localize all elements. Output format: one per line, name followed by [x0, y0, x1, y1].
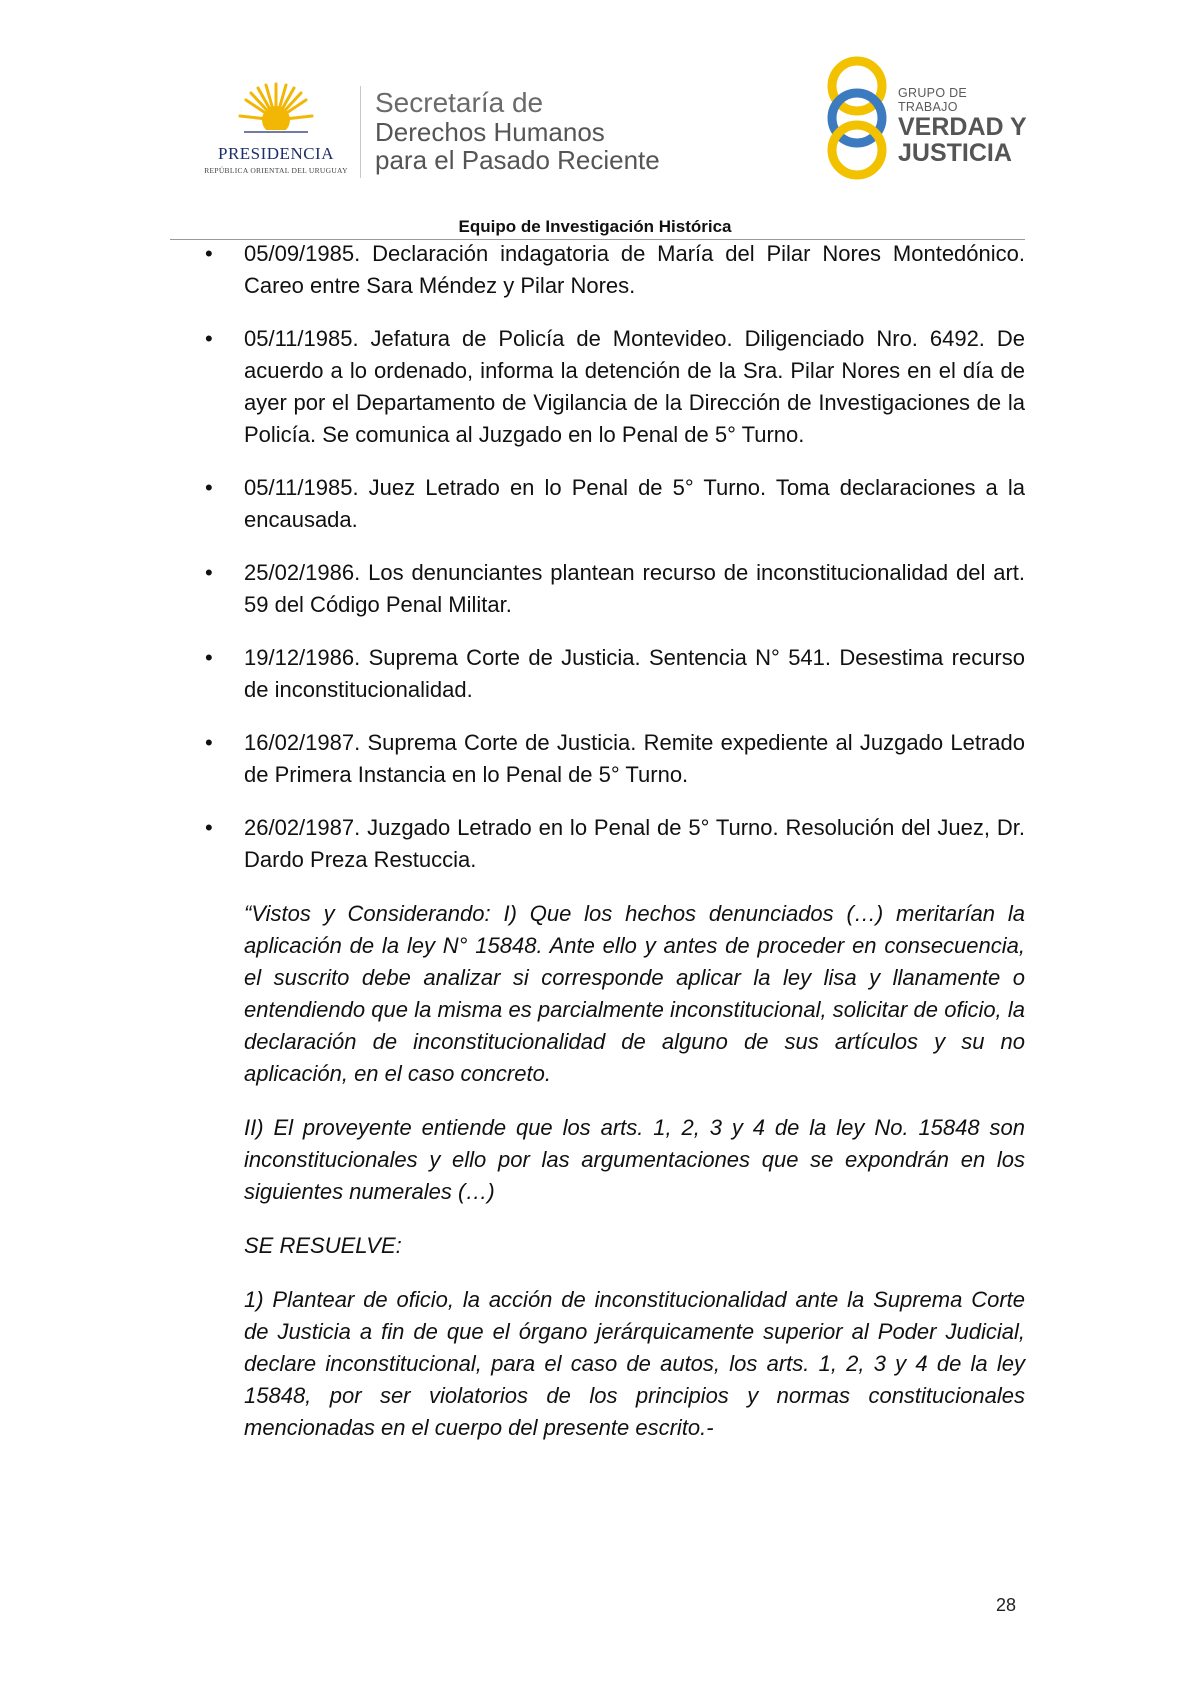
bullet: • — [205, 241, 213, 266]
bullet: • — [205, 730, 213, 755]
secretaria-line-2: Derechos Humanos — [375, 117, 605, 147]
list-item-text: 05/11/1985. Juez Letrado en lo Penal de 5° Turno. Toma declaraciones a la encausada. — [244, 475, 1025, 532]
bullet: • — [205, 645, 213, 670]
grupo-line-1: GRUPO DE TRABAJO — [898, 86, 968, 114]
presidencia-subtitle: REPÚBLICA ORIENTAL DEL URUGUAY — [204, 166, 348, 175]
list-item-text: 05/11/1985. Jefatura de Policía de Montevideo. Diligenciado Nro. 6492. De acuerdo a lo ordenado, informa la detención de la Sra. Pilar Nores en el día de ayer por el Departamento de Vigilancia de la Dirección de Investigaciones de la Policía. Se comunica al Juzgado en lo Penal de 5° Turno. — [244, 326, 1025, 447]
grupo-trabajo-text — [898, 86, 1030, 166]
page-header — [0, 0, 1190, 240]
sun-emblem-icon — [238, 80, 314, 140]
quote-paragraph: 1) Plantear de oficio, la acción de inconstitucionalidad ante la Suprema Corte de Justicia a fin de que el órgano jerárquicamente superior al Poder Judicial, declare inconstitucional, para el caso de autos, los arts. 1, 2, 3 y 4 de la ley 15848, por ser violatorios de los principios y normas constitucionales mencionadas en el cuerpo del presente escrito.- — [244, 1287, 1025, 1440]
header-title: Equipo de Investigación Histórica — [458, 217, 732, 236]
secretaria-logo — [375, 88, 660, 174]
list-item-text: 25/02/1986. Los denunciantes plantean recurso de inconstitucionalidad del art. 59 del Código Penal Militar. — [244, 560, 1025, 617]
list-item — [205, 323, 1025, 451]
grupo-line-2: VERDAD Y — [898, 113, 1027, 141]
logo-divider — [360, 86, 361, 178]
quote-paragraph: “Vistos y Considerando: I) Que los hechos denunciados (…) meritarían la aplicación de la ley N° 15848. Ante ello y antes de proceder en consecuencia, el suscrito debe analizar si corresponde aplicar la ley lisa y llanamente o entendiendo que la misma es parcialmente inconstitucional, solicitar de oficio, la declaración de inconstitucionalidad de alguno de sus artículos y su no aplicación, en el caso concreto. — [244, 901, 1025, 1086]
list-item-text: 16/02/1987. Suprema Corte de Justicia. Remite expediente al Juzgado Letrado de Primera Instancia en lo Penal de 5° Turno. — [244, 730, 1025, 787]
list-item — [205, 472, 1025, 536]
interlocking-rings-icon — [820, 56, 894, 181]
page-number: 28 — [996, 1595, 1017, 1615]
secretaria-line-1: Secretaría de — [375, 87, 544, 118]
bullet: • — [205, 326, 213, 351]
list-item — [205, 557, 1025, 621]
grupo-line-3: JUSTICIA — [898, 139, 1012, 167]
quote-heading: SE RESUELVE: — [244, 1233, 402, 1258]
list-item-text: 05/09/1985. Declaración indagatoria de María del Pilar Nores Montedónico. Careo entre Sara Méndez y Pilar Nores. — [244, 241, 1025, 298]
presidencia-wordmark: PRESIDENCIA — [217, 144, 334, 163]
list-item — [205, 727, 1025, 791]
list-item — [205, 238, 1025, 302]
presidencia-logo — [196, 80, 356, 178]
secretaria-line-3: para el Pasado Reciente — [375, 145, 660, 175]
list-item — [205, 812, 1025, 876]
bullet: • — [205, 560, 213, 585]
verdad-justicia-logo — [820, 56, 1030, 181]
list-item-text: 19/12/1986. Suprema Corte de Justicia. Sentencia N° 541. Desestima recurso de inconstitucionalidad. — [244, 645, 1025, 702]
list-item-text: 26/02/1987. Juzgado Letrado en lo Penal de 5° Turno. Resolución del Juez, Dr. Dardo Preza Restuccia. — [244, 815, 1025, 872]
quote-paragraph: II) El proveyente entiende que los arts. 1, 2, 3 y 4 de la ley No. 15848 son inconstitucionales y ello por las argumentaciones que se expondrán en los siguientes numerales (…) — [244, 1115, 1025, 1204]
document-body — [205, 238, 1025, 1464]
bullet: • — [205, 815, 213, 840]
bullet: • — [205, 475, 213, 500]
list-item — [205, 642, 1025, 706]
